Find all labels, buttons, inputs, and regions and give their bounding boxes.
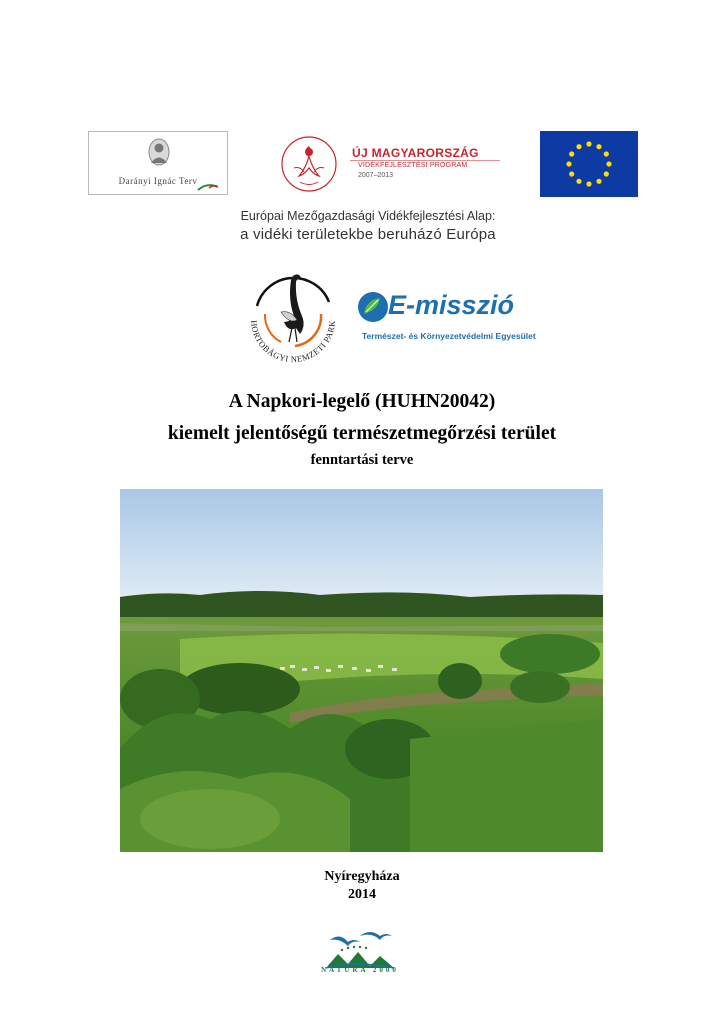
emissio-title: E-misszió [388, 290, 515, 320]
eu-flag-icon [540, 131, 638, 197]
eafrd-line-2 [0, 226, 724, 243]
landscape-pasture-photo [120, 489, 603, 852]
place-name: Nyíregyháza [324, 869, 400, 884]
uj-magyarorszag-subtitle: VIDÉKFEJLESZTÉSI PROGRAM [358, 162, 468, 169]
hortobagy-national-park-logo [237, 262, 349, 370]
globe-leaf-icon [356, 290, 390, 324]
hortobagy-logo-text: HORTOBÁGYI NEMZETI PARK [248, 319, 338, 365]
daranyi-label: Darányi Ignác Terv [118, 176, 198, 186]
leaf-swoosh-icon [197, 184, 219, 192]
eafrd-line-2-text: a vidéki területekbe beruházó Európa [240, 226, 496, 243]
document-title-line-2: kiemelt jelentőségű természetmegőrzési terület [167, 423, 557, 444]
natura-2000-label: NATURA 2000 [321, 966, 399, 974]
uj-magyarorszag-divider [350, 160, 500, 161]
daranyi-ignac-terv-logo [88, 131, 228, 195]
emissio-subtitle: Természet- és Környezetvédelmi Egyesület [362, 331, 536, 341]
eafrd-line-1-text: Európai Mezőgazdasági Vidékfejlesztési Alap: [240, 209, 496, 223]
uj-magyarorszag-title: ÚJ MAGYARORSZÁG [352, 146, 479, 160]
uj-magyarorszag-years: 2007–2013 [358, 172, 394, 179]
birds-icon [330, 932, 392, 946]
document-title-line-1: A Napkori-legelő (HUHN20042) [228, 391, 496, 412]
crane-bird-icon [281, 274, 304, 342]
portrait-medallion-icon [148, 138, 170, 166]
eafrd-line-1 [0, 209, 724, 223]
document-subtitle: fenntartási terve [310, 452, 414, 468]
publication-year: 2014 [348, 887, 376, 902]
uj-magyarorszag-emblem-icon [280, 134, 338, 194]
